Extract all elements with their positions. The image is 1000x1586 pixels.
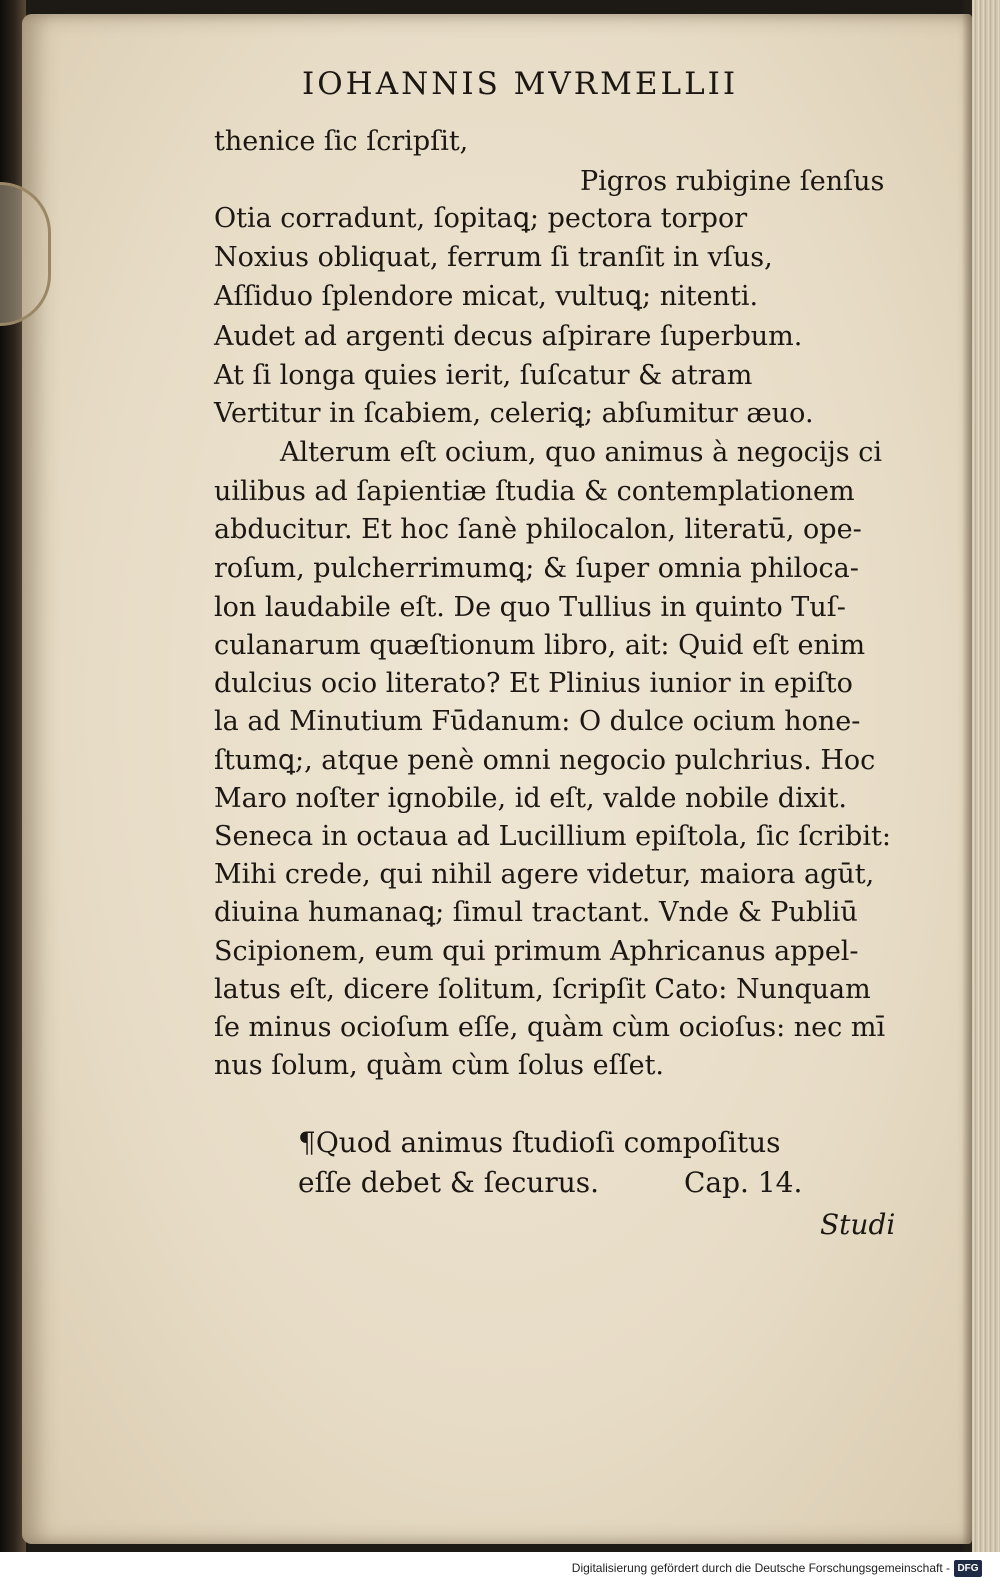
chapter-number: Cap. 14. (684, 1166, 803, 1199)
text-line: diuina humanaꝗ; ſimul tractant. Vnde & Publiū (214, 897, 858, 928)
text-line: Maro noſter ignobile, id eſt, valde nobile dixit. (214, 783, 847, 814)
verse-line: At ſi longa quies ierit, ſuſcatur & atram (214, 360, 753, 391)
text-line: abducitur. Et hoc ſanè philocalon, literatū, ope- (214, 514, 862, 545)
text-line: Seneca in octaua ad Lucillium epiſtola, ſic ſcribit: (214, 821, 891, 852)
text-line: dulcius ocio literato? Et Plinius iunior in epiſto (214, 668, 853, 699)
text-line: ſe minus ocioſum eſſe, quàm cùm ocioſus: nec mī (214, 1012, 886, 1043)
text-line: Scipionem, eum qui primum Aphricanus appel- (214, 936, 859, 967)
text-line: uilibus ad ſapientiæ ſtudia & contemplationem (214, 476, 855, 507)
text-line: latus eſt, dicere ſolitum, ſcripſit Cato: Nunquam (214, 974, 871, 1005)
verse-line: Noxius obliquat, ferrum ſi tranſit in vſus, (214, 242, 773, 273)
text-line: culanarum quæſtionum libro, ait: Quid eſt enim (214, 630, 866, 661)
dfg-logo: DFG (954, 1560, 982, 1577)
text-line: Mihi crede, qui nihil agere videtur, maiora agūt, (214, 859, 875, 890)
text-line: ſtumꝗ;, atque penè omni negocio pulchrius. Hoc (214, 745, 876, 776)
verse-line: Audet ad argenti decus aſpirare ſuperbum. (214, 321, 803, 352)
footer-bar (0, 1552, 1000, 1586)
text-line: roſum, pulcherrimumꝗ; & ſuper omnia philoca- (214, 553, 859, 584)
text-line: lon laudabile eſt. De quo Tullius in quinto Tuſ- (214, 592, 846, 623)
footer-credit: Digitalisierung gefördert durch die Deutsche Forschungsgemeinschaft - (571, 1561, 950, 1575)
page-edge-shadow (962, 0, 972, 1552)
paragraph-first-line: Alterum eſt ocium, quo animus à negocijs ci (280, 437, 882, 468)
verse-line: Aſſiduo ſplendore micat, vultuꝗ; nitenti. (214, 281, 759, 312)
verse-line: Pigros rubigine ſenſus (580, 166, 885, 197)
chapter-heading-line-1: ¶Quod animus ſtudioſi compoſitus (298, 1126, 781, 1159)
text-line: la ad Minutium Fūdanum: O dulce ocium hone- (214, 706, 861, 737)
verse-line: Otia corradunt, ſopitaꝗ; pectora torpor (214, 203, 748, 234)
text-line: thenice ſic ſcripſit, (214, 126, 469, 157)
stacked-page-edges (972, 0, 1000, 1552)
verse-line: Vertitur in ſcabiem, celeriꝗ; abſumitur æuo. (214, 398, 814, 429)
text-line: nus ſolum, quàm cùm ſolus eſſet. (214, 1050, 664, 1081)
chapter-heading-line-2: eſſe debet & ſecurus. (298, 1166, 600, 1199)
running-head: IOHANNIS MVRMELLII (302, 66, 739, 102)
catchword: Studi (820, 1208, 896, 1241)
